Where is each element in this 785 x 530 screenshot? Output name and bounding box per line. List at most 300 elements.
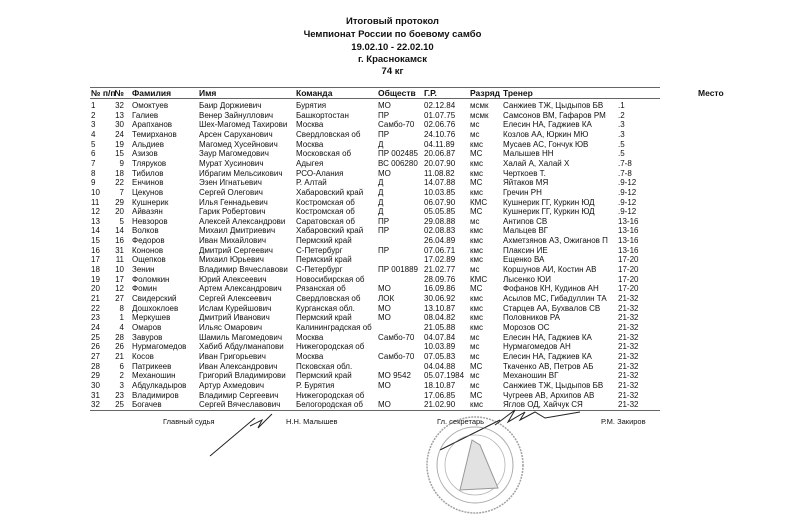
draw-number: 17 [115, 274, 124, 284]
coach: Гречин РН [503, 187, 542, 197]
surname: Тибилов [132, 168, 164, 178]
place: .2 [618, 110, 625, 120]
draw-number: 27 [115, 294, 124, 303]
team: Калининградская об [296, 322, 372, 332]
row-number: 17 [91, 255, 100, 265]
team: Нижегородская об [296, 342, 365, 352]
team: Пермский край [296, 371, 352, 381]
society: МО 9542 [378, 371, 411, 381]
draw-number: 19 [115, 139, 124, 149]
birth-date: 17.02.89 [424, 255, 456, 265]
draw-number: 30 [115, 120, 124, 130]
first-name: Владимир Сергеевич [199, 390, 279, 400]
first-name: Сергей Вячеславович [199, 400, 281, 410]
birth-date: 07.06.71 [424, 245, 456, 255]
team: Костромская об [296, 197, 355, 207]
place: .9-12 [618, 207, 637, 217]
place: 21-32 [618, 351, 639, 361]
doc-title: Итоговый протокол [346, 16, 439, 27]
place: .9-12 [618, 178, 637, 188]
coach: Ткаченко АВ, Петров АБ [503, 361, 594, 371]
birth-date: 10.03.89 [424, 342, 456, 352]
birth-date: 29.08.88 [424, 216, 456, 226]
first-name: Григорий Владимирови [199, 371, 286, 381]
draw-number: 9 [119, 158, 124, 168]
coach: Кушнерик ГГ, Куркин ЮД [503, 207, 595, 217]
rank: мс [470, 380, 480, 390]
coach: Коршунов АИ, Костин АВ [503, 265, 597, 275]
surname: Зенин [132, 265, 155, 275]
place: 21-32 [618, 400, 639, 410]
first-name: Иван Григорьевич [199, 351, 266, 361]
birth-date: 02.12.84 [424, 101, 456, 110]
birth-date: 04.04.88 [424, 361, 456, 371]
coach: Самсонов ВМ, Гафаров РМ [503, 110, 606, 120]
place: 21-32 [618, 371, 639, 381]
team: Белогородская об [296, 400, 363, 410]
birth-date: 02.08.83 [424, 226, 456, 236]
draw-number: 7 [119, 187, 124, 197]
row-number: 16 [91, 245, 100, 255]
surname: Арапханов [132, 120, 173, 130]
team: Новосибирская об [296, 274, 365, 284]
first-name: Хабиб Абдулманапови [199, 342, 284, 352]
place: 21-32 [618, 361, 639, 371]
row-number: 15 [91, 236, 100, 246]
place: 21-32 [618, 303, 639, 313]
birth-date: 21.05.88 [424, 322, 456, 332]
society: Самбо-70 [378, 351, 415, 361]
row-number: 24 [91, 322, 100, 332]
rank: кмс [470, 322, 483, 332]
birth-date: 05.07.1984 [424, 371, 465, 381]
team: Р. Бурятия [296, 380, 335, 390]
place: 21-32 [618, 390, 639, 400]
birth-date: 04.07.84 [424, 332, 456, 342]
birth-date: 01.07.75 [424, 110, 456, 120]
team: Рязанская об [296, 284, 346, 294]
coach: Антипов СВ [503, 216, 548, 226]
surname: Абдулкадыров [132, 380, 187, 390]
team: РСО-Алания [296, 168, 344, 178]
birth-date: 07.05.83 [424, 351, 456, 361]
draw-number: 3 [119, 380, 124, 390]
place: .3 [618, 120, 625, 130]
surname: Дошхоклоев [132, 303, 179, 313]
team: Москва [296, 332, 324, 342]
draw-number: 14 [115, 226, 124, 236]
first-name: Арсен Саруханович [199, 129, 273, 139]
birth-date: 30.06.92 [424, 294, 456, 303]
first-name: Юрий Алексеевич [199, 274, 267, 284]
rank: кмс [470, 168, 483, 178]
draw-number: 32 [115, 101, 124, 110]
row-number: 3 [91, 120, 96, 130]
coach: Кушнерик ГГ, Куркин ЮД [503, 197, 595, 207]
draw-number: 15 [115, 149, 124, 159]
draw-number: 8 [119, 303, 124, 313]
society: Самбо-70 [378, 120, 415, 130]
row-number: 1 [91, 101, 96, 110]
coach: Половников РА [503, 313, 561, 323]
row-number: 2 [91, 110, 96, 120]
birth-date: 18.10.87 [424, 380, 456, 390]
draw-number: 6 [119, 361, 124, 371]
surname: Альдиев [132, 139, 165, 149]
rank: кмс [470, 245, 483, 255]
draw-number: 24 [115, 129, 124, 139]
surname: Фомин [132, 284, 157, 294]
draw-number: 21 [115, 351, 124, 361]
first-name: Ибрагим Мельсикович [199, 168, 283, 178]
first-name: Венер Зайнуллович [199, 110, 274, 120]
draw-number: 13 [115, 110, 124, 120]
surname: Цекунов [132, 187, 164, 197]
society: Самбо-70 [378, 332, 415, 342]
society: ПР [378, 110, 390, 120]
first-name: Ильяс Омарович [199, 322, 263, 332]
team: Костромская об [296, 207, 355, 217]
birth-date: 26.04.89 [424, 236, 456, 246]
surname: Тляруков [132, 158, 167, 168]
row-number: 22 [91, 303, 100, 313]
birth-date: 10.03.85 [424, 187, 456, 197]
draw-number: 18 [115, 168, 124, 178]
first-name: Шамиль Магомедович [199, 332, 282, 342]
surname: Галиев [132, 110, 159, 120]
coach: Санжиев ТЖ, Цыдыпов БВ [503, 380, 604, 390]
surname: Азизов [132, 149, 158, 159]
row-number: 19 [91, 274, 100, 284]
rank: кмс [470, 187, 483, 197]
team: Хабаровский край [296, 226, 364, 236]
column-header-row-number: № п/п [91, 88, 116, 98]
event-city: г. Краснокамск [358, 54, 427, 65]
society: МО [378, 400, 391, 410]
first-name: Сергей Олегович [199, 187, 263, 197]
team: Пермский край [296, 255, 352, 265]
place: 17-20 [618, 274, 639, 284]
first-name: Сергей Алексеевич [199, 294, 272, 303]
first-name: Магомед Хусейнович [199, 139, 278, 149]
team: Московская об [296, 149, 352, 159]
rank: мс [470, 265, 480, 275]
first-name: Артур Ахмедович [199, 380, 265, 390]
row-number: 30 [91, 380, 100, 390]
place: 17-20 [618, 265, 639, 275]
rank: КМС [470, 274, 488, 284]
rank: мс [470, 216, 480, 226]
row-number: 25 [91, 332, 100, 342]
team: Москва [296, 139, 324, 149]
birth-date: 08.04.82 [424, 313, 456, 323]
coach: Нурмагомедов АН [503, 342, 571, 352]
draw-number: 25 [115, 400, 124, 410]
place: 17-20 [618, 255, 639, 265]
rank: МС [470, 149, 483, 159]
first-name: Гарик Робертович [199, 207, 266, 217]
column-header-surname: Фамилия [132, 88, 172, 98]
first-name: Дмитрий Иванович [199, 313, 270, 323]
team: Пермский край [296, 313, 352, 323]
birth-date: 16.09.86 [424, 284, 456, 294]
team: Саратовская об [296, 216, 355, 226]
first-name: Эзен Игнатьевич [199, 178, 262, 188]
rank: МС [470, 361, 483, 371]
column-header-society: Обществ [378, 88, 416, 98]
surname: Айвазян [132, 207, 163, 217]
surname: Меркушев [132, 313, 171, 323]
rank: мсмк [470, 110, 489, 120]
place: .7-8 [618, 158, 632, 168]
surname: Богачев [132, 400, 162, 410]
team: Р. Алтай [296, 178, 327, 188]
row-number: 27 [91, 351, 100, 361]
rank: МС [470, 284, 483, 294]
society: МО [378, 101, 391, 110]
first-name: Иван Михайлович [199, 236, 267, 246]
first-name: Мурат Хусинович [199, 158, 264, 168]
team: Нижегородская об [296, 390, 365, 400]
first-name: Дмитрий Сергеевич [199, 245, 273, 255]
birth-date: 20.06.87 [424, 149, 456, 159]
surname: Темирханов [132, 129, 177, 139]
rank: мс [470, 371, 480, 381]
surname: Нурмагомедов [132, 342, 187, 352]
society: МО [378, 168, 391, 178]
column-header-birth-date: Г.Р. [424, 88, 437, 98]
surname: Омаров [132, 322, 162, 332]
row-number: 29 [91, 371, 100, 381]
coach: Малышев НН [503, 149, 554, 159]
place: 21-32 [618, 380, 639, 390]
draw-number: 16 [115, 236, 124, 246]
first-name: Ислам Курейшович [199, 303, 272, 313]
coach: Морозов ОС [503, 322, 550, 332]
rank: мс [470, 332, 480, 342]
society: ПР 002485 [378, 149, 419, 159]
rank: мсмк [470, 101, 489, 110]
weight-class: 74 кг [381, 66, 404, 77]
team: Свердловская об [296, 294, 361, 303]
event-dates: 19.02.10 - 22.02.10 [351, 42, 434, 53]
first-name: Михаил Дмитриевич [199, 226, 276, 236]
birth-date: 17.06.85 [424, 390, 456, 400]
society: ПР [378, 216, 390, 226]
row-number: 12 [91, 207, 100, 217]
society: Д [378, 197, 384, 207]
first-name: Михаил Юрьевич [199, 255, 264, 265]
surname: Ощепков [132, 255, 166, 265]
row-number: 26 [91, 342, 100, 352]
birth-date: 21.02.77 [424, 265, 456, 275]
draw-number: 4 [119, 322, 124, 332]
draw-number: 29 [115, 197, 124, 207]
team: Свердловская об [296, 129, 361, 139]
rank: кмс [470, 139, 483, 149]
rank: КМС [470, 197, 488, 207]
team: Бурятия [296, 101, 327, 110]
society: МО [378, 284, 391, 294]
surname: Фоломкин [132, 274, 170, 284]
rank: МС [470, 178, 483, 188]
place: 13-16 [618, 226, 639, 236]
birth-date: 11.08.82 [424, 168, 455, 178]
team: Курганская обл. [296, 303, 355, 313]
row-number: 20 [91, 284, 100, 294]
team: Москва [296, 351, 324, 361]
column-header-draw-number: № [114, 88, 124, 98]
team: Башкортостан [296, 110, 349, 120]
coach: Яглов ОД, Хайчук СЯ [503, 400, 583, 410]
society: МО [378, 313, 391, 323]
row-number: 9 [91, 178, 96, 188]
coach: Мусаев АС, Гончук ЮВ [503, 139, 589, 149]
judge-name: Н.Н. Малышев [286, 417, 338, 426]
coach: Яйтаков МЯ [503, 178, 549, 188]
team: Москва [296, 120, 324, 130]
coach: Чугреев АВ, Архипов АВ [503, 390, 595, 400]
surname: Косов [132, 351, 154, 361]
team: Хабаровский край [296, 187, 364, 197]
birth-date: 24.10.76 [424, 129, 456, 139]
surname: Федоров [132, 236, 165, 246]
place: .1 [618, 101, 625, 110]
birth-date: 14.07.88 [424, 178, 456, 188]
rank: МС [470, 390, 483, 400]
rank: мс [470, 129, 480, 139]
surname: Омоктуев [132, 101, 169, 110]
society: МО [378, 380, 391, 390]
row-number: 14 [91, 226, 100, 236]
place: .5 [618, 149, 625, 159]
society: ЛОК [378, 294, 395, 303]
coach: Козлов АА, Юркин МЮ [503, 129, 589, 139]
place: 13-16 [618, 216, 639, 226]
first-name: Шех-Магомед Тахирови [199, 120, 288, 130]
row-number: 7 [91, 158, 96, 168]
row-number: 5 [91, 139, 96, 149]
rank: кмс [470, 158, 483, 168]
team: С-Петербург [296, 245, 343, 255]
birth-date: 20.07.90 [424, 158, 456, 168]
society: ПР 001889 [378, 265, 419, 275]
rank: кмс [470, 226, 483, 236]
coach: Мальцев ВГ [503, 226, 549, 236]
birth-date: 13.10.87 [424, 303, 456, 313]
row-number: 23 [91, 313, 100, 323]
coach: Фофанов КН, Кудинов АН [503, 284, 599, 294]
rank: кмс [470, 400, 483, 410]
rank: кмс [470, 294, 483, 303]
draw-number: 23 [115, 390, 124, 400]
row-number: 32 [91, 400, 100, 410]
rank: кмс [470, 303, 483, 313]
column-header-coach: Тренер [503, 88, 533, 98]
coach: Черткоев Т. [503, 168, 546, 178]
row-number: 8 [91, 168, 96, 178]
draw-number: 26 [115, 342, 124, 352]
column-header-rank: Разряд [470, 88, 501, 98]
society: ПР [378, 226, 390, 236]
rank: мс [470, 351, 480, 361]
rank: МС [470, 207, 483, 217]
judge-label: Главный судья [163, 417, 215, 426]
coach: Асылов МС, Гибадуллин ТА [503, 294, 607, 303]
coach: Елесин НА, Гаджиев КА [503, 120, 592, 130]
row-number: 6 [91, 149, 96, 159]
rank: кмс [470, 255, 483, 265]
place: 21-32 [618, 342, 639, 352]
society: Д [378, 178, 384, 188]
secretary-label: Гл. секретарь [437, 417, 485, 426]
team: С-Петербург [296, 265, 343, 275]
draw-number: 20 [115, 207, 124, 217]
column-header-place: Место [698, 88, 724, 98]
surname: Патрикеев [132, 361, 172, 371]
place: .9-12 [618, 187, 637, 197]
championship-name: Чемпионат России по боевому самбо [303, 29, 482, 40]
first-name: Заур Магомедович [199, 149, 269, 159]
column-header-first-name: Имя [199, 88, 217, 98]
place: 13-16 [618, 236, 639, 246]
stamp-icon [427, 417, 523, 513]
birth-date: 06.07.90 [424, 197, 456, 207]
team: Адыгея [296, 158, 324, 168]
row-number: 31 [91, 390, 100, 400]
surname: Завуров [132, 332, 163, 342]
row-number: 28 [91, 361, 100, 371]
row-number: 13 [91, 216, 100, 226]
row-number: 4 [91, 129, 96, 139]
draw-number: 5 [119, 216, 124, 226]
first-name: Иван Александрович [199, 361, 278, 371]
birth-date: 04.11.89 [424, 139, 455, 149]
rank: мс [470, 120, 480, 130]
first-name: Илья Геннадьевич [199, 197, 268, 207]
coach: Ахметзянов АЗ, Ожиганов П [503, 236, 608, 246]
place: .9-12 [618, 197, 637, 207]
first-name: Владимир Вячеславови [199, 265, 288, 275]
rank: кмс [470, 236, 483, 246]
society: Д [378, 139, 384, 149]
coach: Старцев АА, Бухвалов СВ [503, 303, 601, 313]
surname: Механошин [132, 371, 176, 381]
surname: Свидерский [132, 294, 177, 303]
draw-number: 10 [115, 265, 124, 275]
society: ПР [378, 129, 390, 139]
society: ПР [378, 245, 390, 255]
first-name: Артем Александрович [199, 284, 282, 294]
row-number: 18 [91, 265, 100, 275]
place: 17-20 [618, 284, 639, 294]
secretary-name: Р.М. Закиров [601, 417, 646, 426]
place: 21-32 [618, 294, 639, 303]
coach: Халай А, Халай Х [503, 158, 570, 168]
birth-date: 21.02.90 [424, 400, 456, 410]
coach: Ещенко ВА [503, 255, 545, 265]
first-name: Алексей Александрови [199, 216, 286, 226]
row-number: 10 [91, 187, 100, 197]
society: Д [378, 187, 384, 197]
surname: Енчинов [132, 178, 164, 188]
surname: Кононов [132, 245, 164, 255]
coach: Санжиев ТЖ, Цыдыпов БВ [503, 101, 604, 110]
surname: Волков [132, 226, 159, 236]
rank: кмс [470, 313, 483, 323]
draw-number: 12 [115, 284, 124, 294]
coach: Елесин НА, Гаджиев КА [503, 351, 592, 361]
